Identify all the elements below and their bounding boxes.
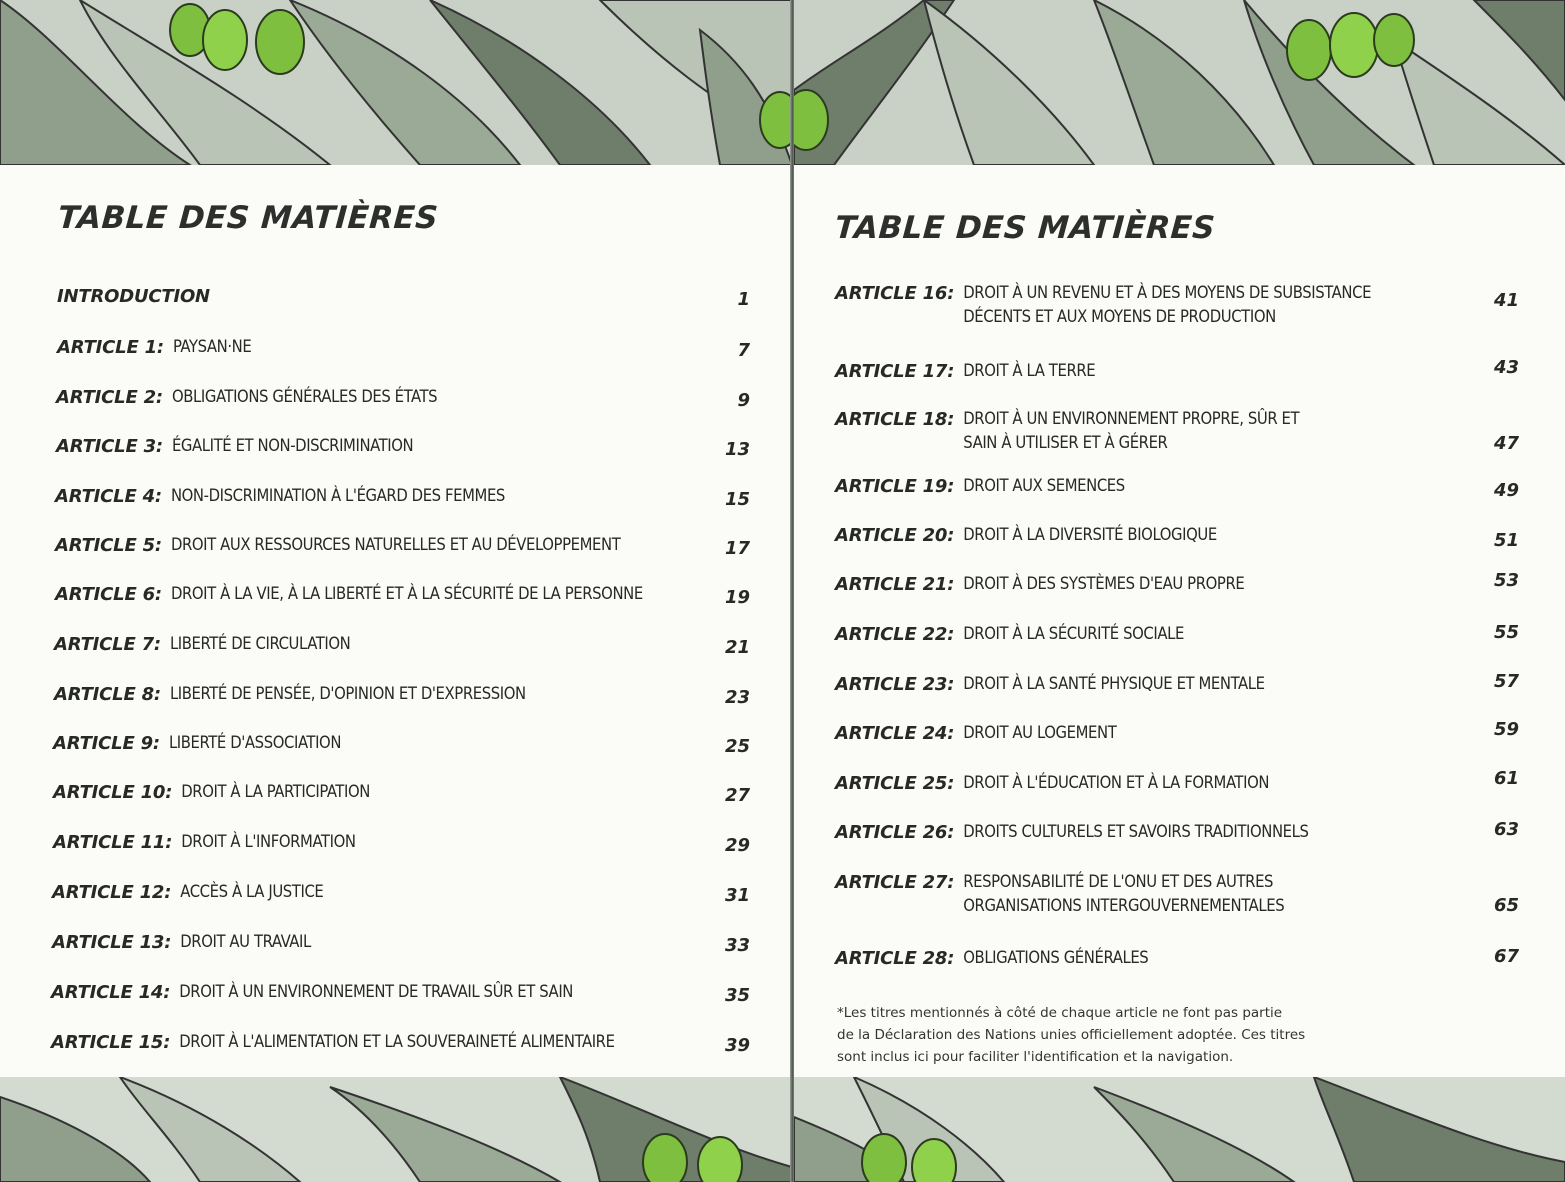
toc-entry[interactable] bbox=[54, 634, 350, 658]
toc-entry-label: ARTICLE 4: bbox=[55, 486, 162, 507]
toc-entry[interactable] bbox=[55, 584, 643, 608]
toc-entry-title-line: OBLIGATIONS GÉNÉRALES bbox=[963, 948, 1149, 967]
toc-entry-label: ARTICLE 8: bbox=[54, 684, 161, 705]
toc-entry[interactable] bbox=[835, 283, 1371, 331]
toc-entry-title-line: SAIN À UTILISER ET À GÉRER bbox=[963, 433, 1168, 452]
footnote-line: de la Déclaration des Nations unies officiellement adoptée. Ces titres bbox=[837, 1027, 1306, 1043]
toc-entry-title-line: DROIT À L'ÉDUCATION ET À LA FORMATION bbox=[963, 773, 1270, 792]
toc-entry[interactable] bbox=[51, 982, 573, 1006]
toc-page-number: 13 bbox=[724, 439, 750, 460]
toc-entry[interactable] bbox=[55, 486, 505, 510]
toc-page-number: 15 bbox=[724, 489, 750, 510]
toc-entry-title-line: DROIT À LA TERRE bbox=[963, 361, 1096, 380]
toc-entry-label: ARTICLE 11: bbox=[53, 832, 173, 853]
toc-entry-label: INTRODUCTION bbox=[57, 286, 210, 307]
toc-entry[interactable] bbox=[51, 1032, 615, 1056]
toc-entry-title: ACCÈS À LA JUSTICE bbox=[180, 882, 324, 901]
toc-entry-title-line: DROIT AU LOGEMENT bbox=[963, 723, 1117, 742]
bottom-leaf-decoration bbox=[0, 1077, 792, 1182]
toc-entry[interactable] bbox=[56, 387, 437, 411]
toc-entry-title-line: DROIT À LA SÉCURITÉ SOCIALE bbox=[963, 624, 1184, 643]
toc-entry[interactable] bbox=[57, 286, 210, 307]
toc-entry[interactable] bbox=[835, 773, 1269, 797]
toc-entry[interactable] bbox=[835, 525, 1217, 549]
footnote-line: sont inclus ici pour faciliter l'identification et la navigation. bbox=[837, 1049, 1234, 1065]
toc-entry-label: ARTICLE 27: bbox=[835, 872, 955, 893]
toc-entry-label: ARTICLE 26: bbox=[835, 822, 955, 843]
toc-page-number: 47 bbox=[1493, 433, 1519, 454]
toc-page-number: 7 bbox=[737, 340, 750, 361]
toc-entry-title-line: DÉCENTS ET AUX MOYENS DE PRODUCTION bbox=[963, 307, 1276, 326]
toc-entry-title bbox=[954, 948, 1148, 972]
toc-entry[interactable] bbox=[55, 535, 620, 559]
toc-entry[interactable] bbox=[52, 932, 311, 956]
toc-entry[interactable] bbox=[56, 436, 413, 460]
toc-entry-label: ARTICLE 22: bbox=[835, 624, 955, 645]
toc-entry-title: ÉGALITÉ ET NON-DISCRIMINATION bbox=[171, 436, 414, 455]
toc-entry-title: DROIT À L'INFORMATION bbox=[181, 832, 356, 851]
toc-entry-label: ARTICLE 5: bbox=[55, 535, 162, 556]
left-page-title: TABLE DES MATIÈRES bbox=[56, 200, 440, 236]
toc-entry-label: ARTICLE 19: bbox=[835, 476, 955, 497]
toc-entry-title: DROIT À LA PARTICIPATION bbox=[181, 782, 370, 801]
toc-page-number: 31 bbox=[724, 885, 750, 906]
toc-entry-title bbox=[954, 872, 1284, 920]
toc-entry-label: ARTICLE 15: bbox=[51, 1032, 171, 1053]
toc-page-number: 57 bbox=[1493, 671, 1519, 692]
toc-entry-label: ARTICLE 12: bbox=[52, 882, 172, 903]
toc-entry-title: DROIT AU TRAVAIL bbox=[180, 932, 311, 951]
toc-entry-title: DROIT À UN ENVIRONNEMENT DE TRAVAIL SÛR ET SAIN bbox=[179, 982, 573, 1001]
toc-entry-title-line: DROIT À UN ENVIRONNEMENT PROPRE, SÛR ET bbox=[963, 409, 1300, 428]
toc-entry-title: LIBERTÉ D'ASSOCIATION bbox=[168, 733, 342, 752]
toc-entry[interactable] bbox=[835, 624, 1184, 648]
toc-entry-label: ARTICLE 1: bbox=[57, 337, 164, 358]
toc-page-number: 39 bbox=[724, 1035, 750, 1056]
toc-page-number: 25 bbox=[724, 736, 750, 757]
toc-entry-title bbox=[954, 822, 1308, 846]
footnote-line: *Les titres mentionnés à côté de chaque article ne font pas partie bbox=[837, 1005, 1283, 1021]
toc-page-number: 43 bbox=[1493, 357, 1519, 378]
toc-entry-title-line: DROIT À DES SYSTÈMES D'EAU PROPRE bbox=[963, 574, 1245, 593]
toc-entry[interactable] bbox=[835, 948, 1148, 972]
toc-entry-title: NON-DISCRIMINATION À L'ÉGARD DES FEMMES bbox=[170, 486, 505, 505]
toc-entry[interactable] bbox=[53, 782, 370, 806]
toc-page-number: 51 bbox=[1493, 530, 1519, 551]
toc-entry-title-line: DROIT À UN REVENU ET À DES MOYENS DE SUBSISTANCE bbox=[963, 283, 1372, 302]
toc-entry-title bbox=[954, 624, 1184, 648]
toc-page-number: 23 bbox=[724, 687, 750, 708]
toc-entry-title-line: ORGANISATIONS INTERGOUVERNEMENTALES bbox=[963, 896, 1285, 915]
toc-entry-label: ARTICLE 2: bbox=[56, 387, 163, 408]
toc-entry-label: ARTICLE 25: bbox=[835, 773, 955, 794]
toc-entry[interactable] bbox=[53, 733, 341, 757]
toc-page-number: 9 bbox=[737, 390, 750, 411]
toc-entry[interactable] bbox=[835, 409, 1299, 457]
toc-entry-label: ARTICLE 10: bbox=[53, 782, 173, 803]
toc-entry-label: ARTICLE 6: bbox=[55, 584, 162, 605]
toc-page-number: 67 bbox=[1493, 946, 1519, 967]
toc-entry-title bbox=[954, 574, 1244, 598]
toc-page-number: 59 bbox=[1493, 719, 1519, 740]
toc-entry-label: ARTICLE 18: bbox=[835, 409, 955, 430]
toc-entry-title-line: DROIT AUX SEMENCES bbox=[963, 476, 1125, 495]
toc-entry[interactable] bbox=[835, 674, 1265, 698]
toc-entry-label: ARTICLE 24: bbox=[835, 723, 955, 744]
toc-entry-label: ARTICLE 28: bbox=[835, 948, 955, 969]
toc-entry[interactable] bbox=[835, 574, 1244, 598]
toc-entry-title bbox=[954, 773, 1269, 797]
toc-entry-title: LIBERTÉ DE CIRCULATION bbox=[169, 634, 351, 653]
toc-page-number: 53 bbox=[1493, 570, 1519, 591]
toc-entry-title bbox=[954, 476, 1125, 500]
toc-entry-label: ARTICLE 21: bbox=[835, 574, 955, 595]
toc-entry-label: ARTICLE 3: bbox=[56, 436, 163, 457]
toc-page-number: 55 bbox=[1493, 622, 1519, 643]
toc-entry-title bbox=[954, 361, 1095, 385]
footnote bbox=[837, 1002, 1397, 1068]
toc-page-number: 29 bbox=[724, 835, 750, 856]
toc-page-number: 41 bbox=[1493, 290, 1519, 311]
toc-entry-title-line: RESPONSABILITÉ DE L'ONU ET DES AUTRES bbox=[963, 872, 1274, 891]
toc-entry-title: LIBERTÉ DE PENSÉE, D'OPINION ET D'EXPRESSION bbox=[169, 684, 526, 703]
toc-page-number: 21 bbox=[724, 637, 750, 658]
toc-page-number: 27 bbox=[724, 785, 750, 806]
toc-entry-label: ARTICLE 13: bbox=[52, 932, 172, 953]
top-leaf-decoration bbox=[794, 0, 1565, 165]
toc-page-number: 17 bbox=[724, 538, 750, 559]
toc-entry-title: DROIT AUX RESSOURCES NATURELLES ET AU DÉVELOPPEMENT bbox=[170, 535, 621, 554]
toc-page-number: 1 bbox=[737, 289, 750, 310]
toc-entry[interactable] bbox=[52, 882, 323, 906]
toc-page-number: 35 bbox=[724, 985, 750, 1006]
toc-entry-title bbox=[954, 525, 1217, 549]
toc-entry[interactable] bbox=[53, 832, 356, 856]
toc-entry-title-line: DROIT À LA SANTÉ PHYSIQUE ET MENTALE bbox=[963, 674, 1265, 693]
toc-entry-label: ARTICLE 23: bbox=[835, 674, 955, 695]
toc-entry[interactable] bbox=[835, 361, 1095, 385]
bottom-leaf-decoration bbox=[794, 1077, 1565, 1182]
toc-entry[interactable] bbox=[835, 822, 1309, 846]
toc-entry-label: ARTICLE 9: bbox=[53, 733, 160, 754]
toc-page-number: 65 bbox=[1493, 895, 1519, 916]
toc-entry-title bbox=[954, 283, 1371, 331]
toc-entry-title: PAYSAN·NE bbox=[172, 337, 252, 356]
toc-entry[interactable] bbox=[835, 723, 1116, 747]
toc-entry-label: ARTICLE 17: bbox=[835, 361, 955, 382]
toc-entry-title-line: DROITS CULTURELS ET SAVOIRS TRADITIONNELS bbox=[963, 822, 1309, 841]
right-page bbox=[794, 0, 1565, 1182]
toc-entry[interactable] bbox=[835, 872, 1284, 920]
toc-entry-title-line: DROIT À LA DIVERSITÉ BIOLOGIQUE bbox=[963, 525, 1217, 544]
toc-entry-title bbox=[954, 674, 1264, 698]
toc-entry-label: ARTICLE 14: bbox=[51, 982, 171, 1003]
top-leaf-decoration bbox=[0, 0, 792, 165]
right-page-title: TABLE DES MATIÈRES bbox=[833, 210, 1217, 246]
toc-entry-label: ARTICLE 7: bbox=[54, 634, 161, 655]
toc-entry[interactable] bbox=[835, 476, 1125, 500]
toc-page-number: 33 bbox=[724, 935, 750, 956]
toc-entry-title bbox=[954, 409, 1299, 457]
toc-page-number: 63 bbox=[1493, 819, 1519, 840]
toc-entry-title: DROIT À LA VIE, À LA LIBERTÉ ET À LA SÉCURITÉ DE LA PERSONNE bbox=[170, 584, 643, 603]
toc-page-number: 19 bbox=[724, 587, 750, 608]
toc-entry-title bbox=[954, 723, 1116, 747]
toc-entry-label: ARTICLE 20: bbox=[835, 525, 955, 546]
toc-entry-label: ARTICLE 16: bbox=[835, 283, 955, 304]
toc-page-number: 61 bbox=[1493, 768, 1519, 789]
toc-entry[interactable] bbox=[57, 337, 251, 361]
toc-entry-title: OBLIGATIONS GÉNÉRALES DES ÉTATS bbox=[171, 387, 438, 406]
toc-page-number: 49 bbox=[1493, 480, 1519, 501]
toc-entry[interactable] bbox=[54, 684, 526, 708]
toc-entry-title: DROIT À L'ALIMENTATION ET LA SOUVERAINETÉ ALIMENTAIRE bbox=[179, 1032, 615, 1051]
